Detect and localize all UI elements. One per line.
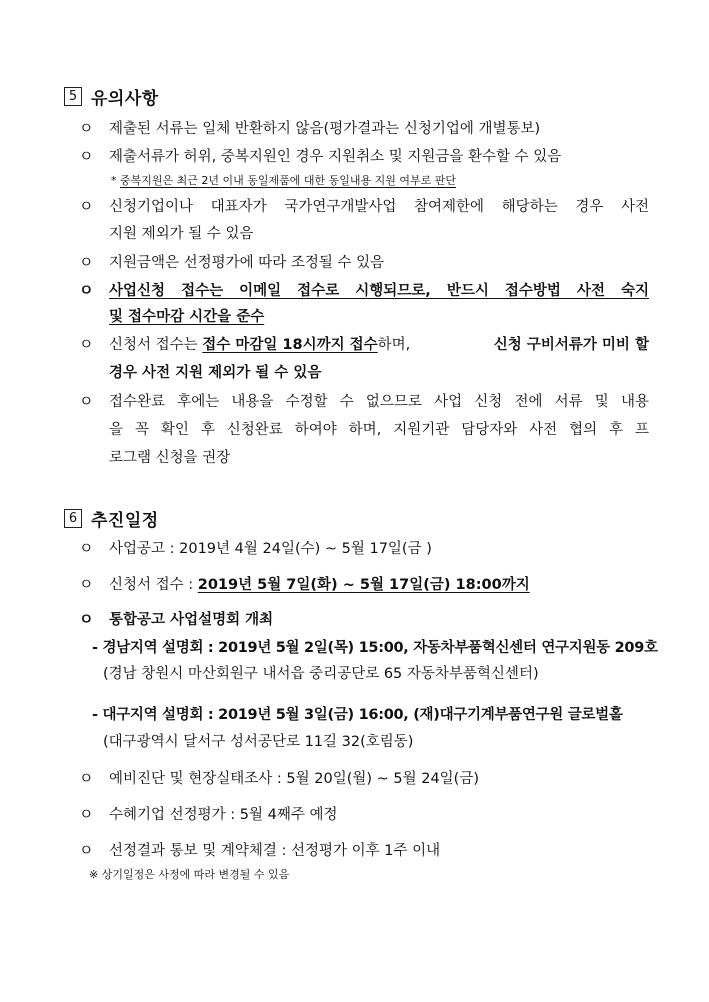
application-period: 2019년 5월 7일(화) ~ 5월 17일(금) 18:00까지 bbox=[197, 577, 530, 593]
deadline-emphasis: 접수 마감일 18시까지 접수 bbox=[202, 337, 378, 353]
section-6-number: 6 bbox=[64, 509, 82, 528]
section-5-header bbox=[64, 84, 159, 109]
bullet-icon: ㅇ bbox=[79, 281, 94, 299]
asterisk-icon: * bbox=[111, 174, 117, 187]
bullet-icon: ㅇ bbox=[79, 841, 94, 859]
bullet-icon: ㅇ bbox=[79, 119, 94, 137]
notice-item-3-cont: 지원 제외가 될 수 있음 bbox=[109, 226, 254, 242]
footnote-text: 중복지원은 최근 2년 이내 동일제품에 대한 동일내용 지원 여부로 판단 bbox=[120, 174, 456, 187]
bullet-icon: ㅇ bbox=[79, 539, 94, 557]
briefing-daegu-address: (대구광역시 달서구 성서공단로 11길 32(호림동) bbox=[103, 734, 414, 750]
bullet-icon: ㅇ bbox=[79, 805, 94, 823]
bullet-icon: ㅇ bbox=[79, 610, 94, 628]
section-5-title: 유의사항 bbox=[91, 89, 159, 109]
bullet-icon: ㅇ bbox=[79, 335, 94, 353]
section-5-number: 5 bbox=[64, 87, 82, 106]
briefing-daegu: - 대구지역 설명회 : 2019년 5월 3일(금) 16:00, (재)대구기계부품연구원 글로벌홀 bbox=[92, 707, 623, 723]
section-6-title: 추진일정 bbox=[91, 511, 159, 531]
briefing-gyeongnam: - 경남지역 설명회 : 2019년 5월 2일(목) 15:00, 자동차부품혁신센터 연구지원동 209호 bbox=[92, 640, 658, 656]
briefing-gyeongnam-address: (경남 창원시 마산회원구 내서읍 중리공단로 65 자동차부품혁신센터) bbox=[103, 666, 539, 682]
bullet-icon: ㅇ bbox=[79, 147, 94, 165]
notice-footnote bbox=[111, 172, 456, 188]
reference-mark-icon: ※ bbox=[89, 868, 99, 881]
bullet-icon: ㅇ bbox=[79, 197, 94, 215]
bullet-icon: ㅇ bbox=[79, 575, 94, 593]
bullet-icon: ㅇ bbox=[79, 392, 94, 410]
notice-item-7-cont-1: 을 꼭 확인 후 신청완료 하여야 하며, 지원기관 담당자와 사전 협의 후 프 bbox=[109, 422, 649, 438]
bullet-icon: ㅇ bbox=[79, 769, 94, 787]
schedule-footnote bbox=[89, 866, 289, 882]
document-page: 5 유의사항 ㅇ 제출된 서류는 일체 반환하지 않음(평가결과는 신청기업에 개별통보) ㅇ 제출서류가 허위, 중복지원인 경우 지원취소 및 지원금을 환수할 수 있음 * 중복지원은 최근 2년 이내 동일제품에 대한 동일내용 지원 여부로 판단 ㅇ 신청기업이나 대표자가 국가연구개발사업 참여제한에 해당하는 경우 사전 지원 제외가 될 수 있음 ㅇ 지원금액은 선정평가에 따라 조정될 수 있음 ㅇ 사업신청 접수는 이메일 접수로 시행되므로, 반드시 접수방법 사전 숙지 및 접수마감 시간을 준수 ㅇ 신청서 접수는 접수 마감일 18시까지 접수하며, 신청 구비서류가 미비 할 경우 사전 지원 제외가 될 수 있음 ㅇ 접수완료 후에는 내용을 수정할 수 없으므로 사업 신청 전에 서류 및 내용 을 꼭 확인 후 신청완료 하여야 하며, 지원기관 담당자와 사전 협의 후 프 로그램 신청을 권장 6 추진일정 ㅇ 사업공고 : 2019년 4월 24일(수) ~ 5월 17일(금 ) ㅇ 신청서 접수 : 2019년 5월 7일(화) ~ 5월 17일(금) 18:00까지 ㅇ 통합공고 사업설명회 개최 - 경남지역 설명회 : 2019년 5월 2일(목) 15:00, 자동차부품혁신센터 연구지원동 209호 (경남 창원시 마산회원구 내서읍 중리공단로 65 자동차부품혁신센터) - 대구지역 설명회 : 2019년 5월 3일(금) 16:00, (재)대구기계부품연구원 글로벌홀 (대구광역시 달서구 성서공단로 11길 32(호림동) ㅇ 예비진단 및 현장실태조사 : 5월 20일(월) ~ 5월 24일(금) ㅇ 수혜기업 선정평가 : 5월 4째주 예정 ㅇ 선정결과 통보 및 계약체결 : 선정평가 이후 1주 이내 ※ 상기일정은 사정에 따라 변경될 수 있음 bbox=[0, 0, 709, 1002]
notice-item-7-cont-2: 로그램 신청을 권장 bbox=[109, 450, 231, 466]
notice-item-5-cont: 및 접수마감 시간을 준수 bbox=[109, 309, 265, 325]
notice-item-6-cont: 경우 사전 지원 제외가 될 수 있음 bbox=[109, 365, 322, 381]
footnote-text: 상기일정은 사정에 따라 변경될 수 있음 bbox=[101, 868, 290, 881]
section-6-header bbox=[64, 506, 159, 531]
bullet-icon: ㅇ bbox=[79, 253, 94, 271]
